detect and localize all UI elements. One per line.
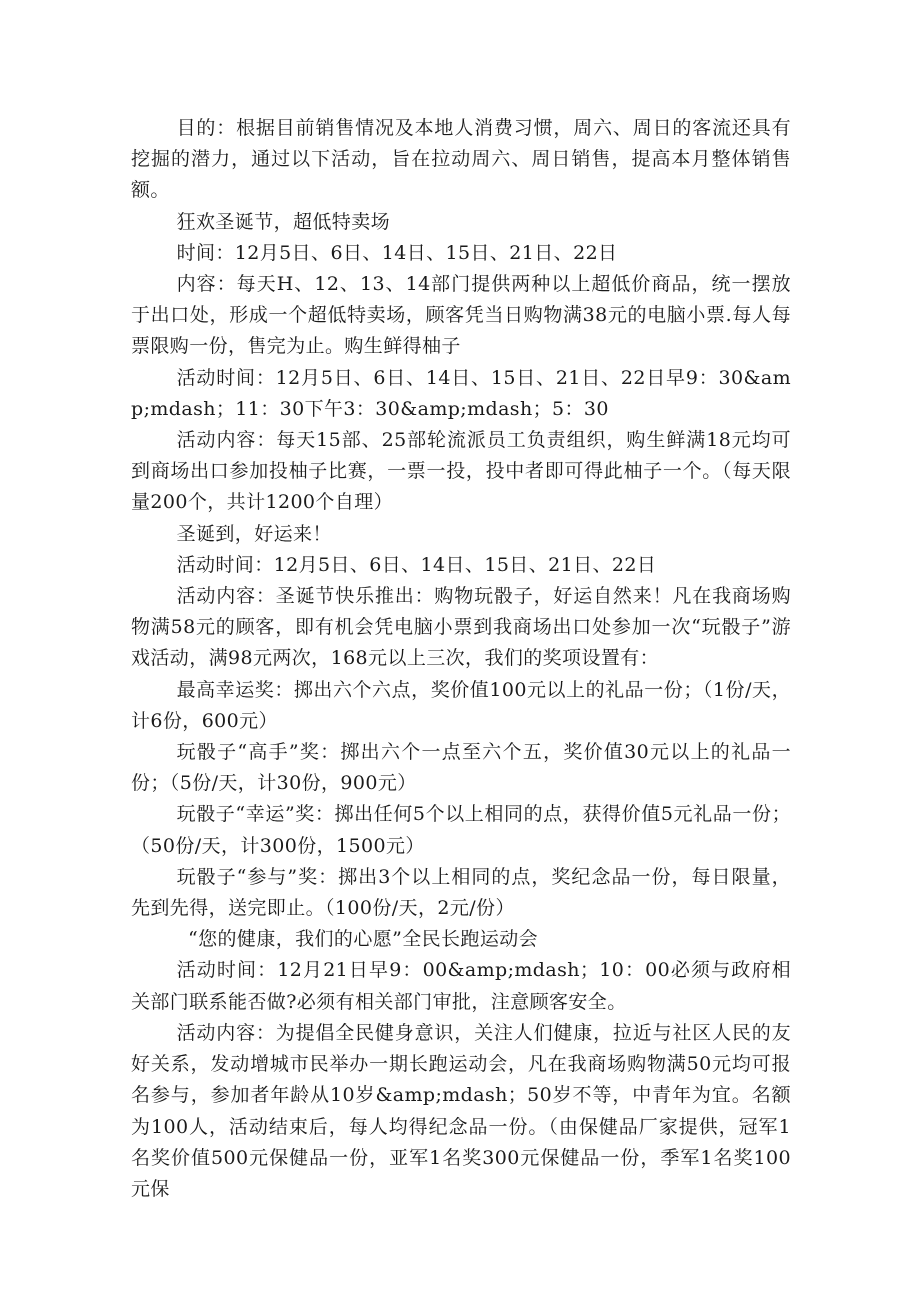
paragraph-prize-top: 最高幸运奖：掷出六个六点，奖价值100元以上的礼品一份；（1份/天，计6份，600元）	[131, 678, 791, 732]
paragraph-prize-expert: 玩骰子“高手”奖：掷出六个一点至六个五，奖价值30元以上的礼品一份；（5份/天，计30份，900元）	[131, 741, 791, 795]
paragraph-running-content: 活动内容：为提倡全民健身意识，关注人们健康，拉近与社区人民的友好关系，发动增城市民举办一期长跑运动会，凡在我商场购物满50元均可报名参与，参加者年龄从10岁&amp;mdash；50岁不等，中青年为宜。名额为100人，活动结束后，每人均得纪念品一份。（由保健品厂家提供，冠军1名奖价值500元保健品一份，亚军1名奖300元保健品一份，季军1名奖100元保	[131, 1021, 791, 1200]
paragraph-sale-content: 内容：每天H、12、13、14部门提供两种以上超低价商品，统一摆放于出口处，形成一个超低特卖场，顾客凭当日购物满38元的电脑小票.每人每票限购一份，售完为止。购生鲜得柚子	[131, 273, 791, 358]
paragraph-purpose: 目的：根据目前销售情况及本地人消费习惯，周六、周日的客流还具有挖掘的潜力，通过以下活动，旨在拉动周六、周日销售，提高本月整体销售额。	[131, 117, 791, 202]
heading-good-luck: 圣诞到，好运来！	[176, 522, 332, 545]
paragraph-dice-content: 活动内容：圣诞节快乐推出：购物玩骰子，好运自然来！凡在我商场购物满58元的顾客，即有机会凭电脑小票到我商场出口处参加一次“玩骰子”游戏活动，满98元两次，168元以上三次，我们的奖项设置有：	[131, 585, 791, 670]
paragraph-running-time: 活动时间：12月21日早9：00&amp;mdash；10：00必须与政府相关部门联系能否做?必须有相关部门审批，注意顾客安全。	[131, 959, 791, 1013]
heading-christmas-sale: 狂欢圣诞节，超低特卖场	[176, 210, 390, 233]
paragraph-grapefruit-time: 活动时间：12月5日、6日、14日、15日、21日、22日早9：30&amp;mdash；11：30下午3：30&amp;mdash；5：30	[131, 366, 791, 420]
paragraph-grapefruit-content: 活动内容：每天15部、25部轮流派员工负责组织，购生鲜满18元均可到商场出口参加投柚子比赛，一票一投，投中者即可得此柚子一个。（每天限量200个，共计1200个自理）	[131, 429, 791, 514]
heading-running-event: “您的健康，我们的心愿”全民长跑运动会	[188, 928, 539, 951]
paragraph-sale-time: 时间：12月5日、6日、14日、15日、21日、22日	[176, 241, 618, 264]
document-body	[131, 113, 791, 1205]
paragraph-prize-participation: 玩骰子“参与”奖：掷出3个以上相同的点，奖纪念品一份，每日限量，先到先得，送完即止。（100份/天，2元/份）	[131, 865, 791, 920]
paragraph-prize-lucky: 玩骰子“幸运”奖：掷出任何5个以上相同的点，获得价值5元礼品一份；（50份/天，计300份，1500元）	[131, 803, 791, 857]
paragraph-dice-time: 活动时间：12月5日、6日、14日、15日、21日、22日	[176, 553, 657, 576]
